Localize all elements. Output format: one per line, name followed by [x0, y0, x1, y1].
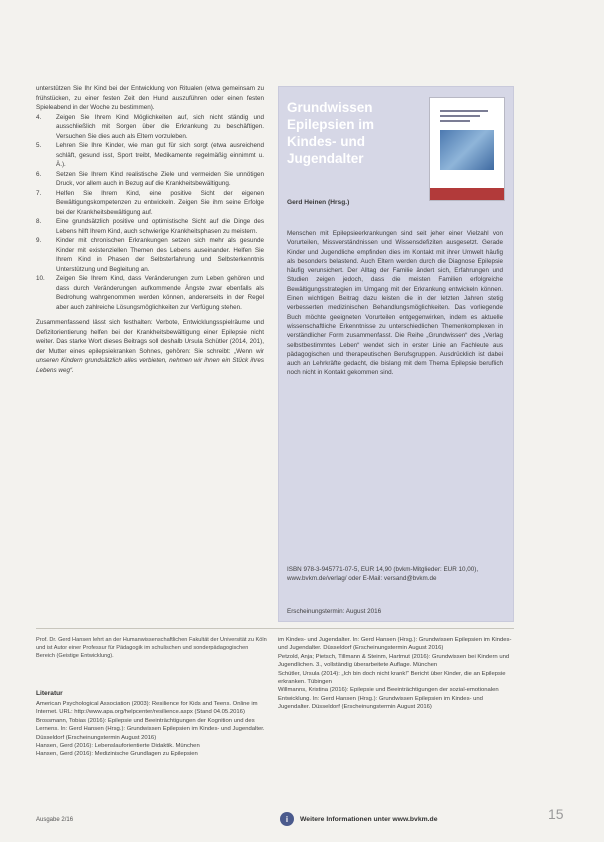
literature-list-right: im Kindes- und Jugendalter. In: Gerd Hansen (Hrsg.): Grundwissen Epilepsien im Kindes- und Jugendalter. Düsseldorf (Erscheinungstermin August 2016) Petzold, Anja; Pietsch, Tillmann & Steinm, Hartmut (2016): Grundwissen bei Kindern und Jugendlichen. 3., vollständig überarbeitete Auflage. München Schütler, Ursula (2014): „Ich bin doch nicht krank!“ Bericht über Kinder, die an Epilepsie erkranken. Tübingen Willmanns, Kristina (2016): Epilepsie und Beeinträchtigungen der sozial-emotionalen Entwicklung. In: Gerd Hansen (Hrsg.): Grundwissen Epilepsien im Kindes- und Jugendalter. Düsseldorf (Erscheinungstermin August 2016) — [278, 637, 512, 711]
cover-title-line — [440, 120, 470, 122]
author-note: Prof. Dr. Gerd Hansen lehrt an der Humanwissenschaftlichen Fakultät der Universität zu Köln und ist Autor einer Professur für Pädagogik im schulischen und sonderpädagogischen Bereich (Geistige Entwicklung). — [36, 637, 267, 659]
list-item: 10. Zeigen Sie Ihrem Kind, dass Veränderungen zum Leben gehören und dass durch Veränderungen aufkommende Ängste zwar ebenfalls als Bedrohung wahrgenommen werden können, andererseits in der Regel aber auch zahlreiche Lösungsmöglichkeiten zur Verfügung stehen. — [36, 275, 264, 311]
list-item: 8. Eine grundsätzlich positive und optimistische Sicht auf die Dinge des Lebens hilft Ihrem Kind, auch schwierige Krankheitsphasen zu meistern. — [36, 218, 264, 235]
cover-band — [430, 188, 504, 200]
book-release-date: Erscheinungstermin: August 2016 — [287, 608, 382, 615]
cover-title-line — [440, 115, 480, 117]
page-number: 15 — [548, 806, 564, 822]
list-item: 4. Zeigen Sie Ihrem Kind Möglichkeiten auf, sich nicht ständig und ausschließlich mit Sorgen über die Erkrankung zu beschäftigen. Versuchen Sie dies auch als Eltern vorzuleben. — [36, 113, 264, 140]
list-item: 6. Setzen Sie Ihrem Kind realistische Ziele und vermeiden Sie unnötigen Druck, vor allem auch in Bezug auf die Krankheitsbewältigung. — [36, 170, 264, 187]
issue-label: Ausgabe 2/16 — [36, 817, 74, 823]
literature-heading: Literatur — [36, 690, 63, 697]
summary-quote: unseren Kindern grundsätzlich alles verbieten, nehmen wir ihnen ein Stück ihres Lebens weg“. — [36, 357, 264, 374]
book-title: Grundwissen Epilepsien im Kindes- und Jugendalter — [287, 100, 375, 166]
list-item: 5. Lehren Sie Ihre Kinder, wie man gut für sich sorgt (etwa ausreichend schläft, gesund isst, Sport treibt, Medikamente regelmäßig einnimmt u. Ä.). — [36, 142, 264, 168]
summary-paragraph — [36, 318, 264, 375]
info-icon: i — [280, 812, 294, 826]
book-description: Menschen mit Epilepsieerkrankungen sind seit jeher einer Vielzahl von Vorurteilen, Missverständnissen und Wissensdefiziten ausgesetzt. Gerade Kinder und Jugendliche empfinden dies im Kontakt mit ihrer Umwelt häufig als besonders belastend. Auch Eltern werden durch die Diagnose Epilepsie häufig verunsichert. Der Alltag der Familie ändert sich, Erfahrungen und Studien zeigen jedoch, dass die meisten Familien erfolgreiche Bewältigungsstrategien im Umgang mit der Erkrankung entwickeln können. Einen wichtigen Beitrag dazu leisten die in der letzten Jahren stetig verbesserten medizinischen Behandlungsmöglichkeiten. Das vorliegende Buch möchte geeigneten Vorurteilen entgegenwirken, indem es aktuelle wissenschaftliche Erkenntnisse zu unterschiedlichen Themenkomplexen in verständlicher Form zusammenfasst. Die Reihe „Grundwissen“ des „Verlag selbstbestimmtes Leben“ wendet sich in erster Linie an Fachleute aus pädagogischen und therapeutischen Berufsgruppen. Ausdrücklich ist dabei auch an Lehrkräfte gedacht, die bislang mit dem Thema Epilepsie beruflich noch nicht in Kontakt gekommen sind. — [287, 230, 503, 377]
summary-text: Zusammenfassend lässt sich festhalten: Verbote, Entwicklungsspielräume und Defizitorientierung helfen bei der Krankheitsbewältigung einer Epilepsie nicht weiter. Das starke Wort dieses Beitrags soll deshalb Ursula Schütler (2014, 201), der Mutter eines epilepsiekranken Sohnes, gehören: Sie schreibt: „Wenn wir — [36, 319, 264, 355]
list-item: 9. Kinder mit chronischen Erkrankungen setzen sich mehr als gesunde Kinder mit existenziellen Themen des Lebens auseinander. Helfen Sie Ihrem Kind in Phasen der Selbsterfahrung und Selbsterkenntnis Unterstützung und Begleitung an. — [36, 237, 264, 273]
cover-title-line — [440, 110, 488, 112]
more-info-text: Weitere Informationen unter www.bvkm.de — [300, 815, 438, 823]
book-promo-box — [278, 86, 514, 622]
section-divider — [36, 628, 514, 629]
intro-paragraph: unterstützen Sie Ihr Kind bei der Entwicklung von Ritualen (etwa gemeinsam zu frühstücken, zu einer festen Zeit den Hund auszuführen oder einen festen Spieleabend in der Woche zu bestimmen). — [36, 85, 264, 111]
book-editor: Gerd Heinen (Hrsg.) — [287, 199, 350, 206]
tips-list — [36, 113, 264, 313]
more-info-link[interactable] — [280, 812, 437, 826]
book-isbn-price: ISBN 978-3-945771-07-5, EUR 14,90 (bvkm-Mitglieder: EUR 10,00), www.bvkm.de/verlag/ oder E-Mail: versand@bvkm.de — [287, 566, 479, 583]
literature-list-left: American Psychological Association (2003): Resilience for Kids and Teens. Online im Internet. URL: http://www.apa.org/helpcenter/resilience.aspx (Stand 04.05.2016) Brossmann, Tobias (2016): Epilepsie und Beeinträchtigungen der Kognition und des Lernens. In: Gerd Hansen (Hrsg.): Grundwissen Epilepsien im Kindes- und Jugendalter. Düsseldorf (Erscheinungstermin August 2016) Hansen, Gerd (2016): Lebenslauforientierte Didaktik. München Hansen, Gerd (2016): Medizinische Grundlagen zu Epilepsien — [36, 701, 265, 758]
list-item: 7. Helfen Sie Ihrem Kind, eine positive Sicht der eigenen Bewältigungskompetenzen zu entwickeln. Zeigen Sie ihm seine Erfolge bei der Krankheitsbewältigung auf. — [36, 189, 264, 216]
book-cover-image — [429, 97, 505, 201]
left-column — [36, 84, 264, 375]
cover-photo — [440, 130, 494, 170]
